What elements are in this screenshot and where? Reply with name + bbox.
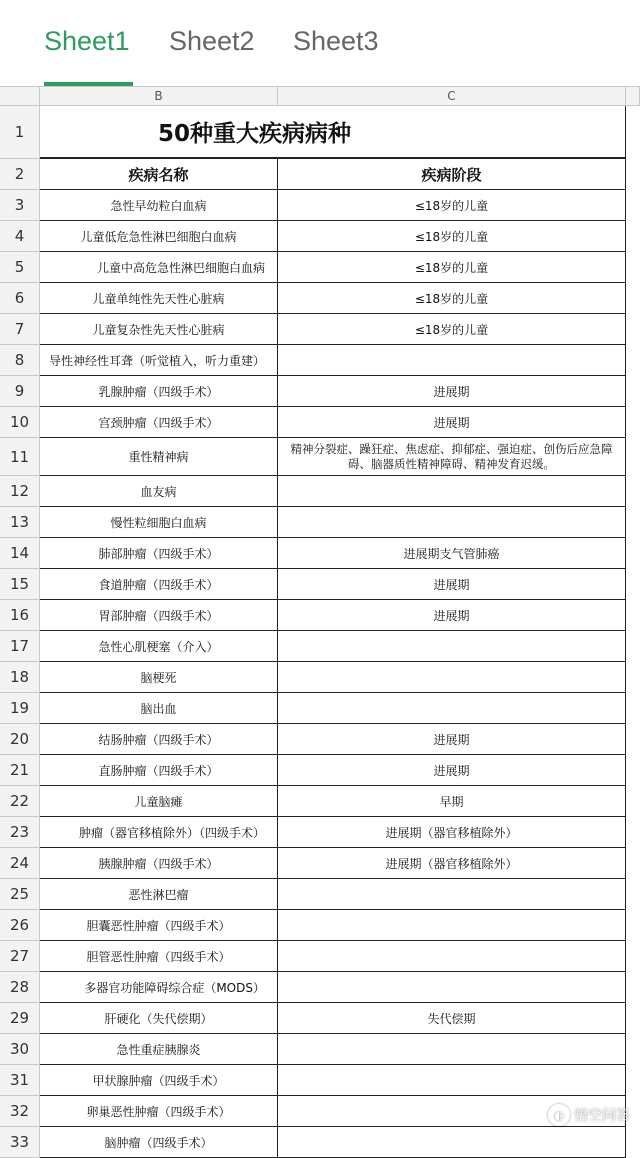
disease-name-cell[interactable]: 直肠肿瘤（四级手术） (40, 755, 278, 786)
disease-name-cell[interactable]: 胃部肿瘤（四级手术） (40, 600, 278, 631)
disease-stage-cell[interactable]: 失代偿期 (278, 1003, 626, 1034)
row-header[interactable]: 10 (0, 407, 40, 438)
disease-name-cell[interactable]: 宫颈肿瘤（四级手术） (40, 407, 278, 438)
disease-stage-cell[interactable]: 进展期 (278, 724, 626, 755)
row-header[interactable]: 30 (0, 1034, 40, 1065)
row-header[interactable]: 4 (0, 221, 40, 252)
header-cell-disease-stage[interactable]: 疾病阶段 (278, 159, 626, 190)
disease-stage-cell[interactable]: ≤18岁的儿童 (278, 283, 626, 314)
row-header[interactable]: 31 (0, 1065, 40, 1096)
row-header[interactable]: 29 (0, 1003, 40, 1034)
column-header-b[interactable]: B (40, 86, 278, 106)
row-header[interactable]: 3 (0, 190, 40, 221)
tab-sheet2[interactable]: Sheet2 (169, 26, 255, 56)
disease-name-cell[interactable]: 脑肿瘤（四级手术） (40, 1127, 278, 1158)
disease-stage-cell[interactable] (278, 879, 626, 910)
column-header-c[interactable]: C (278, 86, 626, 106)
row-header[interactable]: 25 (0, 879, 40, 910)
disease-name-cell[interactable]: 儿童复杂性先天性心脏病 (40, 314, 278, 345)
disease-stage-cell[interactable]: 进展期 (278, 600, 626, 631)
disease-name-cell[interactable]: 脑梗死 (40, 662, 278, 693)
disease-name-cell[interactable]: 脑出血 (40, 693, 278, 724)
watermark-text: 悟空问答 (574, 1108, 630, 1124)
header-cell-disease-name[interactable]: 疾病名称 (40, 159, 278, 190)
disease-name-cell[interactable]: 慢性粒细胞白血病 (40, 507, 278, 538)
disease-name-cell[interactable]: 儿童中高危急性淋巴细胞白血病 (40, 252, 278, 283)
disease-stage-cell[interactable]: 进展期 (278, 376, 626, 407)
disease-stage-cell[interactable] (278, 941, 626, 972)
row-header[interactable]: 13 (0, 507, 40, 538)
row-header[interactable]: 20 (0, 724, 40, 755)
disease-stage-cell[interactable]: ≤18岁的儿童 (278, 221, 626, 252)
disease-stage-cell[interactable]: 进展期（器官移植除外） (278, 817, 626, 848)
tab-sheet1[interactable]: Sheet1 (44, 26, 130, 56)
row-header[interactable]: 23 (0, 817, 40, 848)
row-header[interactable]: 26 (0, 910, 40, 941)
disease-name-cell[interactable]: 儿童低危急性淋巴细胞白血病 (40, 221, 278, 252)
disease-stage-cell[interactable]: ≤18岁的儿童 (278, 190, 626, 221)
disease-name-cell[interactable]: 重性精神病 (40, 438, 278, 476)
row-header[interactable]: 21 (0, 755, 40, 786)
disease-stage-cell[interactable] (278, 631, 626, 662)
row-header[interactable]: 28 (0, 972, 40, 1003)
row-header[interactable]: 33 (0, 1127, 40, 1158)
disease-stage-cell[interactable]: ≤18岁的儿童 (278, 314, 626, 345)
disease-stage-cell[interactable] (278, 693, 626, 724)
disease-name-cell[interactable]: 卵巢恶性肿瘤（四级手术） (40, 1096, 278, 1127)
row-header[interactable]: 32 (0, 1096, 40, 1127)
column-header-d[interactable] (626, 86, 640, 106)
disease-stage-cell[interactable]: 进展期 (278, 407, 626, 438)
row-header[interactable]: 15 (0, 569, 40, 600)
row-header[interactable]: 7 (0, 314, 40, 345)
disease-name-cell[interactable]: 肝硬化（失代偿期） (40, 1003, 278, 1034)
disease-name-cell[interactable]: 肺部肿瘤（四级手术） (40, 538, 278, 569)
disease-stage-cell[interactable]: ≤18岁的儿童 (278, 252, 626, 283)
disease-stage-cell[interactable]: 进展期 (278, 569, 626, 600)
disease-name-cell[interactable]: 胰腺肿瘤（四级手术） (40, 848, 278, 879)
tab-sheet3[interactable]: Sheet3 (293, 26, 379, 56)
spreadsheet-grid[interactable] (0, 86, 640, 1151)
row-header[interactable]: 14 (0, 538, 40, 569)
row-header[interactable]: 18 (0, 662, 40, 693)
row-header[interactable]: 27 (0, 941, 40, 972)
disease-name-cell[interactable]: 胆管恶性肿瘤（四级手术） (40, 941, 278, 972)
disease-name-cell[interactable]: 甲状腺肿瘤（四级手术） (40, 1065, 278, 1096)
row-header[interactable]: 24 (0, 848, 40, 879)
disease-stage-cell[interactable]: 进展期支气管肺癌 (278, 538, 626, 569)
disease-name-cell[interactable]: 儿童脑瘫 (40, 786, 278, 817)
row-header[interactable]: 1 (0, 106, 40, 159)
disease-name-cell[interactable]: 胆囊恶性肿瘤（四级手术） (40, 910, 278, 941)
disease-stage-cell[interactable] (278, 507, 626, 538)
disease-stage-cell[interactable]: 进展期 (278, 755, 626, 786)
disease-stage-cell[interactable] (278, 345, 626, 376)
wukong-logo-icon: ◐ (548, 1104, 570, 1126)
disease-name-cell[interactable]: 急性心肌梗塞（介入） (40, 631, 278, 662)
disease-stage-cell[interactable]: 进展期（器官移植除外） (278, 848, 626, 879)
row-header[interactable]: 8 (0, 345, 40, 376)
corner-header[interactable] (0, 86, 40, 106)
disease-name-cell[interactable]: 儿童单纯性先天性心脏病 (40, 283, 278, 314)
sheet-title: 50种重大疾病病种 (157, 121, 351, 147)
disease-stage-cell[interactable] (278, 662, 626, 693)
disease-stage-cell[interactable] (278, 972, 626, 1003)
row-header[interactable]: 11 (0, 438, 40, 476)
row-header[interactable]: 16 (0, 600, 40, 631)
sheet-title-cell[interactable] (40, 106, 626, 159)
disease-name-cell[interactable]: 乳腺肿瘤（四级手术） (40, 376, 278, 407)
row-header[interactable]: 22 (0, 786, 40, 817)
disease-name-cell[interactable]: 食道肿瘤（四级手术） (40, 569, 278, 600)
disease-name-cell[interactable]: 血友病 (40, 476, 278, 507)
row-header[interactable]: 6 (0, 283, 40, 314)
disease-name-cell[interactable]: 急性早幼粒白血病 (40, 190, 278, 221)
disease-name-cell[interactable]: 肿瘤（器官移植除外）（四级手术） (40, 817, 278, 848)
disease-stage-cell[interactable] (278, 476, 626, 507)
row-header[interactable]: 5 (0, 252, 40, 283)
row-header[interactable]: 17 (0, 631, 40, 662)
disease-name-cell[interactable]: 导性神经性耳聋（听觉植入，听力重建） (40, 345, 278, 376)
disease-stage-cell[interactable] (278, 1034, 626, 1065)
row-header[interactable]: 19 (0, 693, 40, 724)
row-header[interactable]: 12 (0, 476, 40, 507)
disease-name-cell[interactable]: 多器官功能障碍综合症（MODS） (40, 972, 278, 1003)
watermark (548, 1104, 630, 1126)
disease-stage-cell[interactable] (278, 910, 626, 941)
disease-name-cell[interactable]: 急性重症胰腺炎 (40, 1034, 278, 1065)
sheet-tab-bar (0, 0, 640, 86)
disease-stage-cell[interactable] (278, 1127, 626, 1158)
row-header[interactable]: 9 (0, 376, 40, 407)
disease-stage-cell[interactable]: 早期 (278, 786, 626, 817)
disease-stage-cell[interactable] (278, 1065, 626, 1096)
disease-stage-cell[interactable]: 精神分裂症、躁狂症、焦虑症、抑郁症、强迫症、创伤后应急障碍、脑器质性精神障碍、精神发育迟缓。 (278, 438, 626, 476)
disease-name-cell[interactable]: 恶性淋巴瘤 (40, 879, 278, 910)
disease-name-cell[interactable]: 结肠肿瘤（四级手术） (40, 724, 278, 755)
row-header[interactable]: 2 (0, 159, 40, 190)
